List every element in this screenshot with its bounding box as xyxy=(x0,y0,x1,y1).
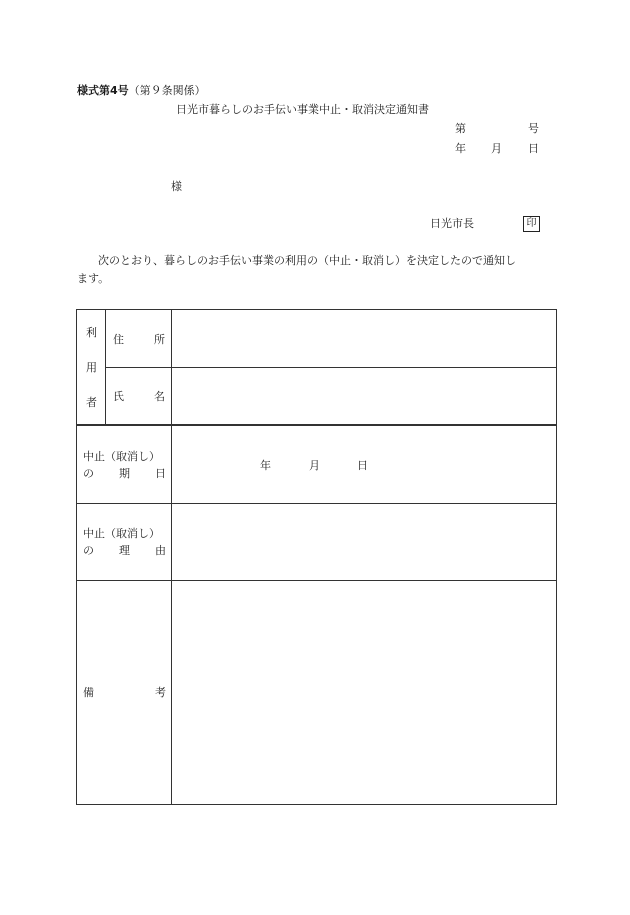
label-column-divider xyxy=(171,310,172,804)
reason-label-char-1: の xyxy=(83,544,94,557)
issue-date-day: 日 xyxy=(528,142,539,155)
notice-body-line2: ます。 xyxy=(77,272,110,285)
form-header xyxy=(77,84,206,98)
user-group-char-2: 用 xyxy=(86,361,97,374)
reason-label-top: 中止（取消し） xyxy=(83,527,160,540)
address-row-divider xyxy=(105,367,556,368)
document-title: 日光市暮らしのお手伝い事業中止・取消決定通知書 xyxy=(176,103,429,116)
period-year-marker: 年 xyxy=(260,459,271,472)
form-number: 様式第4号 xyxy=(77,84,129,97)
period-month-marker: 月 xyxy=(309,459,320,472)
user-group-divider xyxy=(105,310,106,426)
period-day-marker: 日 xyxy=(357,459,368,472)
user-group-char-1: 利 xyxy=(86,326,97,339)
issue-date-month: 月 xyxy=(491,142,502,155)
notice-form-table xyxy=(76,309,557,805)
name-label-char-2: 名 xyxy=(154,390,165,403)
reason-label-char-3: 由 xyxy=(155,544,166,557)
remarks-label-char-2: 考 xyxy=(155,686,166,699)
period-label-char-3: 日 xyxy=(155,467,166,480)
user-section-divider xyxy=(77,424,556,426)
form-reference: （第９条関係） xyxy=(128,84,206,97)
period-label-top: 中止（取消し） xyxy=(83,450,160,463)
name-field[interactable] xyxy=(173,369,555,423)
remarks-label-char-1: 備 xyxy=(83,686,94,699)
period-label-char-1: の xyxy=(83,467,94,480)
notice-body-line1: 次のとおり、暮らしのお手伝い事業の利用の（中止・取消し）を決定したので通知し xyxy=(98,254,516,267)
reason-label-char-2: 理 xyxy=(119,544,130,557)
reason-field[interactable] xyxy=(173,505,555,579)
issue-date-year: 年 xyxy=(455,142,466,155)
period-label-char-2: 期 xyxy=(119,467,130,480)
issue-number-suffix: 号 xyxy=(528,122,539,135)
issue-number-prefix: 第 xyxy=(455,122,466,135)
address-field[interactable] xyxy=(173,311,555,366)
address-label-char-2: 所 xyxy=(154,333,165,346)
reason-row-divider xyxy=(77,580,556,581)
seal-mark: 印 xyxy=(523,216,540,232)
period-row-divider xyxy=(77,503,556,504)
name-label-char-1: 氏 xyxy=(113,390,124,403)
remarks-field[interactable] xyxy=(173,582,555,803)
address-label-char-1: 住 xyxy=(113,333,124,346)
recipient-honorific: 様 xyxy=(171,180,182,193)
issuer-name: 日光市長 xyxy=(430,217,474,230)
user-group-char-3: 者 xyxy=(86,396,97,409)
